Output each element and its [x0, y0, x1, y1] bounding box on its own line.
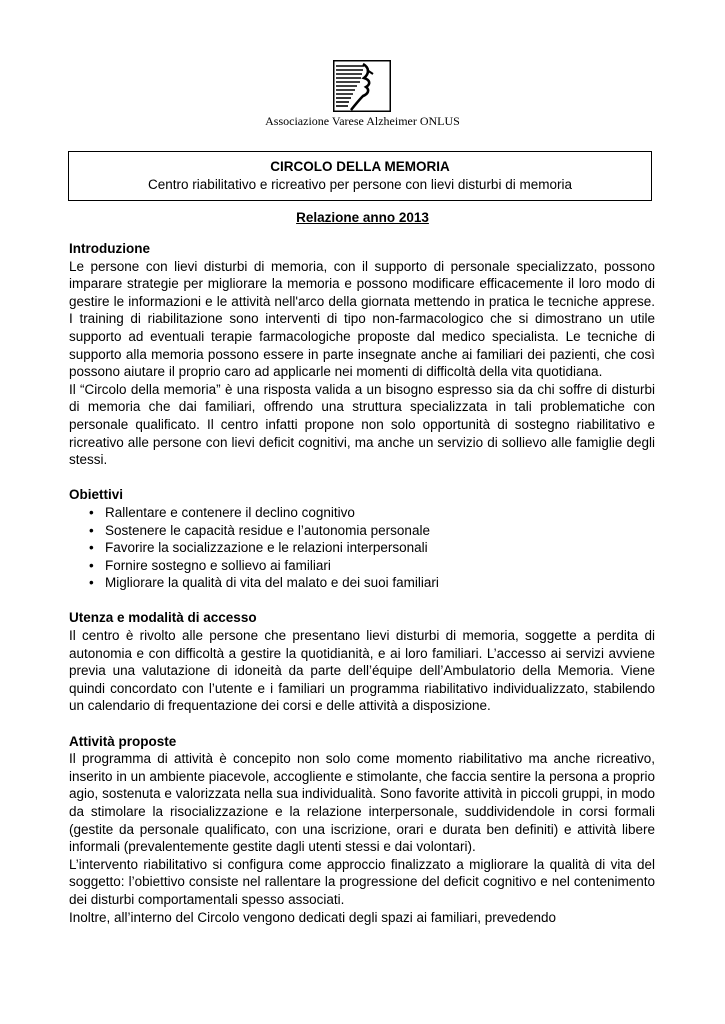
association-logo-icon — [333, 60, 391, 112]
section-heading-access: Utenza e modalità di accesso — [69, 610, 257, 626]
paragraph: Inoltre, all’interno del Circolo vengono dedicati degli spazi ai familiari, prevedendo — [69, 909, 557, 925]
paragraph: L’intervento riabilitativo si configura come approccio finalizzato a migliorare la qualità di vita del soggetto: l’obiettivo consiste nel rallentare la progressione del deficit cognitivo e nel contenimento dei disturbi comportamentali spesso associati. — [69, 856, 655, 907]
title-box — [68, 151, 652, 201]
list-item: • Rallentare e contenere il declino cognitivo — [89, 504, 655, 522]
paragraph: Il centro è rivolto alle persone che presentano lievi disturbi di memoria, soggette a perdita di autonomia e con difficoltà a gestire la quotidianità, e ai loro familiari. L’accesso ai servizi avviene previa una valutazione di idoneità da parte dell’équipe dell’Ambulatorio della Memoria. Viene quindi concordato con l’utente e i familiari un programma riabilitativo individualizzato, stabilendo un calendario di frequentazione dei corsi e delle attività a disposizione. — [69, 628, 655, 714]
document-body — [69, 240, 655, 926]
list-item: • Favorire la socializzazione e le relazioni interpersonali — [89, 539, 655, 557]
document-title: CIRCOLO DELLA MEMORIA — [270, 159, 450, 174]
list-item: • Sostenere le capacità residue e l’autonomia personale — [89, 522, 655, 540]
section-heading-activities: Attività proposte — [69, 733, 177, 749]
paragraph: Il programma di attività è concepito non solo come momento riabilitativo ma anche ricreativo, inserito in un ambiente piacevole, accogliente e stimolante, che faccia sentire la persona a proprio agio, sostenuta e valorizzata nella sua individualità. Sono favorite attività in piccoli gruppi, in modo da stimolare la risocializzazione e la relazione interpersonale, suddividendole in corsi formali (gestite da personale qualificato, con una iscrizione, orari e durata ben definiti) e attività libere informali (prevalentemente gestite dagli utenti stessi e dai volontari). — [69, 751, 655, 855]
document-subtitle: Centro riabilitativo e ricreativo per persone con lievi disturbi di memoria — [148, 177, 572, 192]
paragraph: Le persone con lievi disturbi di memoria, con il supporto di personale specializzato, possono imparare strategie per migliorare la memoria e possono modificare efficacemente il loro modo di gestire le informazioni e le attività nell'arco della giornata mettendo in pratica le tecniche apprese. I training di riabilitazione sono interventi di tipo non-farmacologico che si dimostrano un utile supporto ad eventuali terapie farmacologiche proposte dal medico specialista. Le tecniche di supporto alla memoria possono essere in parte insegnate anche ai familiari dei pazienti, che così possono aiutare il proprio caro ad applicarle nei momenti di difficoltà della vita quotidiana. — [69, 258, 655, 380]
list-item: • Fornire sostegno e sollievo ai familiari — [89, 557, 655, 575]
section-heading-introduction: Introduzione — [69, 241, 150, 256]
list-item: • Migliorare la qualità di vita del malato e dei suoi familiari — [89, 574, 655, 592]
section-heading-objectives: Obiettivi — [69, 487, 124, 503]
objectives-list — [69, 504, 655, 592]
report-title: Relazione anno 2013 — [296, 210, 429, 225]
paragraph: Il “Circolo della memoria” è una risposta valida a un bisogno espresso sia da chi soffre di disturbi di memoria che dai familiari, offrendo una struttura specializzata in tali problematiche con personale qualificato. Il centro infatti propone non solo opportunità di sostegno riabilitativo e ricreativo alle persone con lievi deficit cognitivi, ma anche un servizio di sollievo alle famiglie degli stessi. — [69, 381, 655, 468]
organization-name: Associazione Varese Alzheimer ONLUS — [265, 114, 460, 128]
